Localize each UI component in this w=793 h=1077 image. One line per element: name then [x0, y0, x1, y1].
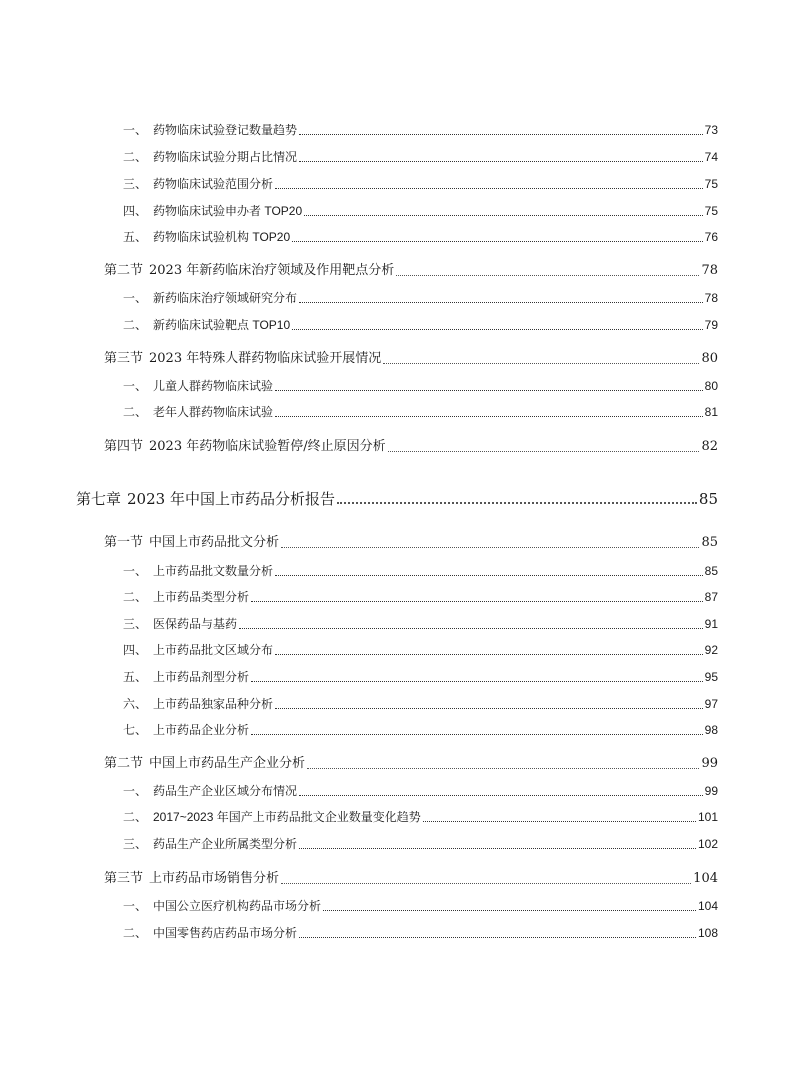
- dot-leader: [275, 187, 703, 189]
- dot-leader: [281, 546, 699, 548]
- section-title: 中国上市药品批文分析: [149, 535, 280, 550]
- dot-leader: [292, 240, 703, 242]
- toc-item-number: 一、: [123, 899, 148, 913]
- toc-item-title: 新药临床试验靶点 TOP10: [153, 318, 291, 332]
- toc-item-title: 2017~2023 年国产上市药品批文企业数量变化趋势: [153, 810, 421, 824]
- toc-page-number: 91: [704, 617, 718, 631]
- toc-item[interactable]: [123, 782, 718, 800]
- dot-leader: [275, 389, 703, 391]
- dot-leader: [299, 847, 696, 849]
- toc-item[interactable]: [123, 403, 718, 421]
- toc-item-number: 六、: [123, 697, 148, 711]
- toc-page-number: 85: [704, 564, 718, 578]
- toc-page-number: 78: [704, 291, 718, 305]
- toc-section[interactable]: [104, 754, 718, 774]
- toc-item-number: 一、: [123, 379, 148, 393]
- toc-item-title: 上市药品批文区域分布: [153, 643, 274, 657]
- toc-item-number: 二、: [123, 926, 148, 940]
- toc-section[interactable]: [104, 533, 718, 553]
- toc-item-number: 五、: [123, 670, 148, 684]
- section-title: 2023 年新药临床治疗领域及作用靶点分析: [149, 263, 395, 278]
- toc-item-number: 二、: [123, 318, 148, 332]
- toc-page-number: 95: [704, 670, 718, 684]
- toc-item-title: 药物临床试验范围分析: [153, 177, 274, 191]
- toc-page-number: 85: [701, 535, 718, 550]
- toc-item[interactable]: [123, 175, 718, 193]
- dot-leader: [275, 653, 703, 655]
- toc-section[interactable]: [104, 261, 718, 281]
- toc-item-number: 一、: [123, 564, 148, 578]
- dot-leader: [304, 214, 703, 216]
- toc-page-number: 75: [704, 204, 718, 218]
- section-label: 第四节: [104, 439, 144, 454]
- toc-page-number: 85: [698, 490, 718, 508]
- dot-leader: [239, 627, 703, 629]
- toc-item-title: 药品生产企业所属类型分析: [153, 837, 298, 851]
- dot-leader: [292, 328, 703, 330]
- toc-item[interactable]: [123, 316, 718, 334]
- dot-leader: [299, 301, 703, 303]
- toc-page-number: 80: [704, 379, 718, 393]
- toc-page-number: 98: [704, 723, 718, 737]
- toc-page-number: 82: [701, 439, 718, 454]
- toc-item-title: 中国零售药店药品市场分析: [153, 926, 298, 940]
- toc-page-number: 104: [693, 871, 718, 886]
- section-title: 2023 年特殊人群药物临床试验开展情况: [149, 351, 382, 366]
- dot-leader: [323, 909, 696, 911]
- section-title: 中国上市药品生产企业分析: [149, 756, 306, 771]
- toc-page-number: 102: [697, 837, 718, 851]
- dot-leader: [275, 415, 703, 417]
- toc-page-number: 80: [701, 351, 718, 366]
- toc-item-title: 新药临床治疗领域研究分布: [153, 291, 298, 305]
- section-label: 第二节: [104, 756, 144, 771]
- toc-item-title: 药物临床试验申办者 TOP20: [153, 204, 303, 218]
- toc-section[interactable]: [104, 869, 718, 889]
- toc-item-title: 老年人群药物临床试验: [153, 405, 274, 419]
- toc-item-title: 中国公立医疗机构药品市场分析: [153, 899, 322, 913]
- dot-leader: [281, 882, 691, 884]
- toc-section[interactable]: [104, 349, 718, 369]
- toc-item[interactable]: [123, 721, 718, 739]
- toc-item-title: 上市药品企业分析: [153, 723, 250, 737]
- toc-item-number: 四、: [123, 643, 148, 657]
- toc-item[interactable]: [123, 289, 718, 307]
- toc-page-number: 101: [697, 810, 718, 824]
- toc-page-number: 73: [704, 123, 718, 137]
- toc-page-number: 74: [704, 150, 718, 164]
- toc-item[interactable]: [123, 562, 718, 580]
- toc-item-title: 药物临床试验登记数量趋势: [153, 123, 298, 137]
- toc-item-number: 四、: [123, 204, 148, 218]
- toc-item[interactable]: [123, 641, 718, 659]
- toc-page-number: 104: [697, 899, 718, 913]
- dot-leader: [299, 794, 703, 796]
- toc-item-title: 药品生产企业区域分布情况: [153, 784, 298, 798]
- toc-page-number: 92: [704, 643, 718, 657]
- section-label: 第三节: [104, 351, 144, 366]
- toc-page-number: 76: [704, 230, 718, 244]
- toc-item-number: 二、: [123, 590, 148, 604]
- toc-item-title: 药物临床试验分期占比情况: [153, 150, 298, 164]
- toc-item[interactable]: [123, 835, 718, 853]
- toc-item-number: 一、: [123, 123, 148, 137]
- chapter-label: 第七章: [76, 490, 122, 508]
- dot-leader: [275, 574, 703, 576]
- section-title: 2023 年药物临床试验暂停/终止原因分析: [149, 439, 386, 454]
- dot-leader: [307, 767, 699, 769]
- toc-item-title: 上市药品批文数量分析: [153, 564, 274, 578]
- toc-item[interactable]: [123, 228, 718, 246]
- toc-item-number: 三、: [123, 617, 148, 631]
- section-label: 第二节: [104, 263, 144, 278]
- toc-page-number: 108: [697, 926, 718, 940]
- dot-leader: [383, 362, 699, 364]
- toc-item[interactable]: [123, 897, 718, 915]
- toc-item[interactable]: [123, 121, 718, 139]
- dot-leader: [299, 160, 703, 162]
- dot-leader: [251, 680, 703, 682]
- toc-item[interactable]: [123, 924, 718, 942]
- toc-page-number: 97: [704, 697, 718, 711]
- toc-item[interactable]: [123, 808, 718, 826]
- dot-leader: [337, 501, 697, 504]
- toc-item[interactable]: [123, 148, 718, 166]
- toc-page-number: 78: [701, 263, 718, 278]
- toc-item[interactable]: [123, 202, 718, 220]
- toc-item-number: 三、: [123, 177, 148, 191]
- toc-item[interactable]: [123, 588, 718, 606]
- toc-item-title: 上市药品剂型分析: [153, 670, 250, 684]
- toc-item-number: 二、: [123, 405, 148, 419]
- toc-item[interactable]: [123, 668, 718, 686]
- toc-item-title: 医保药品与基药: [153, 617, 238, 631]
- dot-leader: [251, 600, 703, 602]
- toc-item-title: 药物临床试验机构 TOP20: [153, 230, 291, 244]
- toc-page-number: 81: [704, 405, 718, 419]
- toc-item-number: 二、: [123, 150, 148, 164]
- section-title: 上市药品市场销售分析: [149, 871, 280, 886]
- toc-item-number: 三、: [123, 837, 148, 851]
- dot-leader: [251, 733, 703, 735]
- toc-chapter[interactable]: [76, 488, 718, 510]
- toc-item-number: 五、: [123, 230, 148, 244]
- section-label: 第一节: [104, 535, 144, 550]
- dot-leader: [299, 936, 696, 938]
- section-label: 第三节: [104, 871, 144, 886]
- toc-page-number: 99: [701, 756, 718, 771]
- toc-page-number: 99: [704, 784, 718, 798]
- toc-page-number: 79: [704, 318, 718, 332]
- toc-item-number: 二、: [123, 810, 148, 824]
- dot-leader: [299, 133, 703, 135]
- chapter-title: 2023 年中国上市药品分析报告: [127, 490, 335, 508]
- dot-leader: [423, 820, 696, 822]
- toc-section[interactable]: [104, 437, 718, 457]
- toc-item-title: 上市药品类型分析: [153, 590, 250, 604]
- dot-leader: [388, 450, 700, 452]
- dot-leader: [275, 707, 703, 709]
- dot-leader: [396, 274, 699, 276]
- toc-item-title: 上市药品独家品种分析: [153, 697, 274, 711]
- toc-item-number: 一、: [123, 784, 148, 798]
- toc-item-number: 一、: [123, 291, 148, 305]
- toc-item[interactable]: [123, 615, 718, 633]
- toc-item-number: 七、: [123, 723, 148, 737]
- toc-page-number: 87: [704, 590, 718, 604]
- toc-item-title: 儿童人群药物临床试验: [153, 379, 274, 393]
- toc-page-number: 75: [704, 177, 718, 191]
- toc-item[interactable]: [123, 695, 718, 713]
- toc-item[interactable]: [123, 377, 718, 395]
